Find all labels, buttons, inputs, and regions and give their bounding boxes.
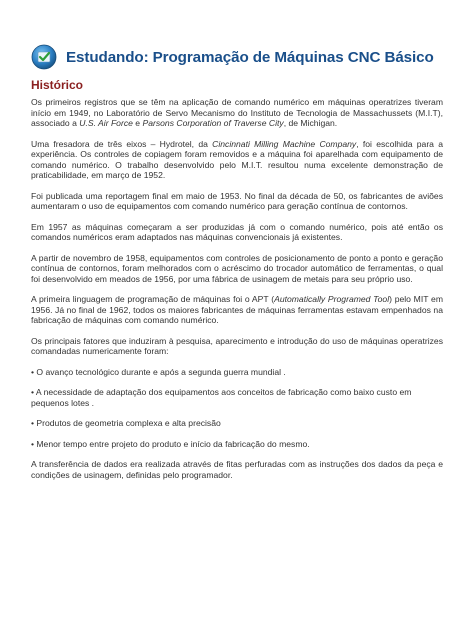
bullet-item-3: • Produtos de geometria complexa e alta precisão	[31, 418, 221, 429]
document-body	[31, 97, 443, 490]
paragraph-1-text-a: Os primeiros registros que se têm na aplicação de comando numérico em máquinas operatrizes tiveram início em 1949, no Laboratório de Servo Mecanismo do Instituto de Tecnologia de Massachussets (M.I.T), associado a	[31, 97, 443, 129]
paragraph-1	[31, 97, 443, 129]
bullet-item-4: • Menor tempo entre projeto do produto e início da fabricação do mesmo.	[31, 438, 310, 449]
paragraph-8: A transferência de dados era realizada através de fitas perfuradas com as instruções dos dados da peça e condições de usinagem, definidas pelo programador.	[31, 459, 443, 480]
paragraph-6-text-c: ) pelo MIT em 1956. Já no final de 1962, todos os maiores fabricantes de máquinas ferramentas estavam empenhados na fabricação de máquinas com comando numérico.	[31, 294, 443, 326]
paragraph-1-us-air-force: U.S. Air Force	[79, 118, 133, 129]
paragraph-3: Foi publicada uma reportagem final em maio de 1953. No final da década de 50, os fabricantes de aviões aumentaram o uso de equipamentos com comando numérico para geração contínua de contornos.	[31, 190, 443, 212]
page-title: Estudando: Programação de Máquinas CNC Básico	[66, 48, 434, 66]
paragraph-1-parsons-corp: Parsons Corporation of Traverse City	[142, 118, 284, 129]
paragraph-1-text-c: e	[132, 118, 143, 129]
paragraph-2-cincinnati: Cincinnati Milling Machine Company	[212, 138, 357, 149]
bullet-item-2: • A necessidade de adaptação dos equipamentos aos conceitos de fabricação como baixo custo em pequenos lotes .	[31, 387, 412, 408]
bullet-item-1: • O avanço tecnológico durante e após a segunda guerra mundial .	[31, 366, 286, 377]
paragraph-4: Em 1957 as máquinas começaram a ser produzidas já com o comando numérico, pois até então os comandos numéricos eram adaptados nas máquinas convencionais já existentes.	[31, 221, 443, 243]
paragraph-6-text-a: A primeira linguagem de programação de máquinas foi o APT (	[31, 294, 275, 305]
document-header	[31, 42, 434, 72]
paragraph-2-text-c: , foi escolhida para a experiência. Os controles de copiagem foram removidos e a máquina foi aparelhada com equipamento de comando numérico. O trabalho desenvolvido pelo M.I.T. resultou numa excelente demonstração de praticabilidade, em março de 1952.	[31, 138, 443, 181]
paragraph-6	[31, 294, 443, 326]
paragraph-6-apt: Automatically Programed Tool	[274, 294, 390, 305]
paragraph-7: Os principais fatores que induziram à pesquisa, aparecimento e introdução do uso de máquinas operatrizes comandadas numericamente foram:	[31, 335, 443, 357]
section-heading: Histórico	[31, 78, 84, 92]
check-badge-icon	[31, 44, 57, 70]
paragraph-2	[31, 139, 443, 181]
paragraph-1-text-e: , de Michigan.	[283, 118, 338, 129]
paragraph-2-text-a: Uma fresadora de três eixos – Hydrotel, da	[31, 138, 213, 149]
paragraph-5: A partir de novembro de 1958, equipamentos com controles de posicionamento de ponto a ponto e geração contínua de contornos, foram melhorados com o acréscimo do trocador automático de ferramentas, o qual foi desenvolvido em meados de 1956, por uma fábrica de usinagem de metais para seu próprio uso.	[31, 252, 443, 284]
